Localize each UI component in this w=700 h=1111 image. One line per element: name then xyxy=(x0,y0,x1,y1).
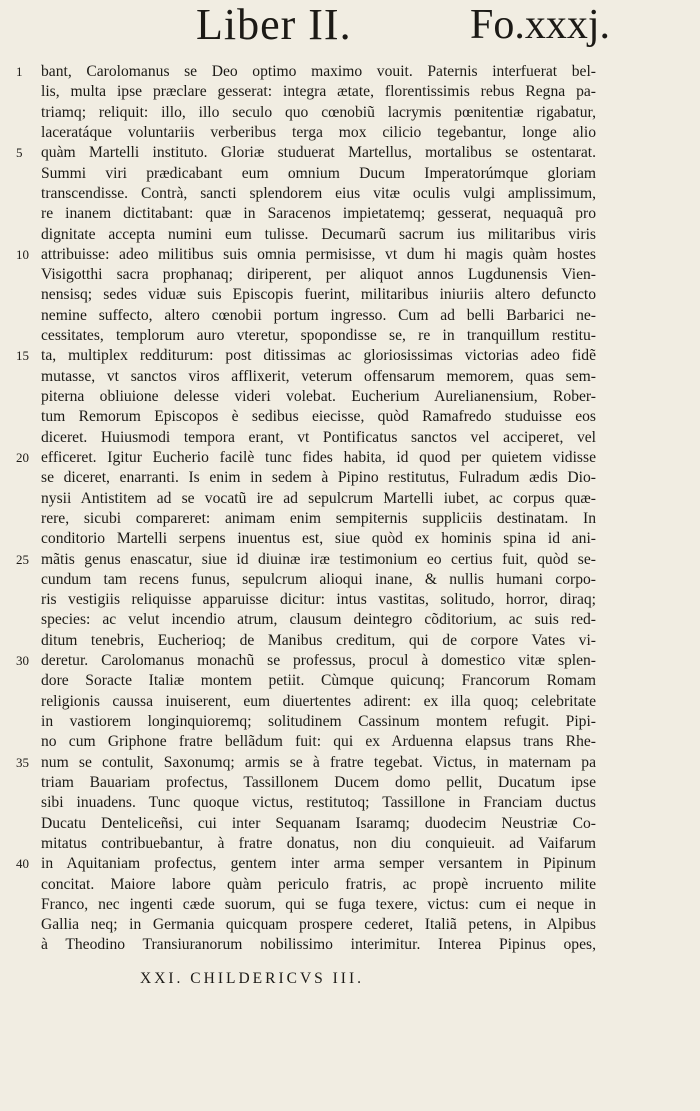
text-line xyxy=(41,529,601,549)
text-line xyxy=(41,590,601,610)
line-text: mutasse, vt sanctos viros afflixerit, veterum offensarum memorem, quas sem- xyxy=(41,367,596,385)
line-text: bant, Carolomanus se Deo optimo maximo vouit. Paternis interfuerat bel- xyxy=(41,63,596,80)
text-line xyxy=(16,346,601,366)
line-text: à Theodino Transiuranorum nobilissimo interimitur. Interea Pipinus opes, xyxy=(41,936,596,954)
text-line xyxy=(41,285,601,305)
text-line xyxy=(16,448,601,468)
line-text: conditorio Martelli serpens inuentus est, siue quòd ex hominis spina id ani- xyxy=(41,530,596,548)
text-line xyxy=(41,387,601,407)
line-text: mitatus contribuebantur, à fratre donatus, non diu conquieuit. ad Vaifarum xyxy=(41,834,596,852)
line-text: num se contulit, Saxonumq; armis se à fratre tegebat. Victus, in maternam pa xyxy=(41,753,596,771)
text-line xyxy=(41,123,601,143)
line-text: laceratáque voluntariis verberibus terga mox cilicio tegebantur, longe alio xyxy=(41,123,596,141)
text-line xyxy=(41,468,601,488)
text-line xyxy=(41,82,601,102)
text-line xyxy=(41,164,601,184)
text-line xyxy=(41,225,601,245)
line-text: triamq; reliquit: illo, illo seculo quo cœnobiũ lacrymis pœnitentiæ rigabatur, xyxy=(41,103,596,121)
line-text: re inanem dictitabant: quæ in Saracenos impietatemq; gesserat, nequaquã pro xyxy=(41,205,596,223)
body-text xyxy=(16,62,601,956)
text-line xyxy=(41,610,601,630)
line-text: Ducatu Denteliceñsi, cui inter Sequanam Isaramq; duodecim Neustriæ Co- xyxy=(41,814,596,832)
text-line xyxy=(41,875,601,895)
line-text: ditum tenebris, Eucherioq; de Manibus creditum, qui de corpore Vates vi- xyxy=(41,631,596,649)
text-line xyxy=(41,814,601,834)
line-text: nensisq; sedes viduæ suis Episcopis fuerint, militaribus iniuriis altero defuncto xyxy=(41,286,596,304)
margin-line-number: 15 xyxy=(16,348,29,364)
line-text: in vastiorem longinquioremq; solitudinem Cassinum montem refugit. Pipi- xyxy=(41,713,596,730)
line-text: tum Remorum Episcopos è sedibus eiecisse, quòd Ramafredo studuisse eos xyxy=(41,408,596,426)
text-line xyxy=(41,265,601,285)
text-line xyxy=(41,915,601,935)
margin-line-number: 25 xyxy=(16,551,29,567)
text-line xyxy=(41,103,601,123)
line-text: Franco, nec ingenti cæde suorum, qui se fuga texere, victus: cum ei neque in xyxy=(41,895,596,913)
catchword: XXI. CHILDERICVS III. xyxy=(140,970,365,987)
margin-line-number: 1 xyxy=(16,64,23,79)
line-text: cundum tam recens funus, sepulcrum alioqui inane, & nullis humani corpo- xyxy=(41,570,596,588)
text-line xyxy=(41,631,601,651)
line-text: ta, multiplex redditurum: post ditissimas ac gloriosissimas victorias adeo fidẽ xyxy=(41,347,596,365)
line-text: se diceret, enarranti. Is enim in sedem à Pipino restitutus, Fulradum ædis Dio- xyxy=(41,469,596,487)
text-line xyxy=(41,692,601,712)
line-text: quàm Martelli instituto. Gloriæ studuerat Martellus, mortalibus se ostentarat. xyxy=(41,144,596,162)
text-line xyxy=(16,651,601,671)
margin-line-number: 30 xyxy=(16,653,29,669)
line-text: nemine suffecto, altero cœnobii portum ingresso. Cum ad belli Barbarici ne- xyxy=(41,306,596,324)
line-text: dignitate accepta numini eum tulisse. Decumarũ sacrum ius militaribus viris xyxy=(41,225,596,243)
line-text: species: ac velut incendio atrum, clausum deintegro cõditorium, ac suis red- xyxy=(41,611,596,629)
line-text: attribuisse: adeo militibus suis omnia permisisse, vt dum hi magis quàm hostes xyxy=(41,245,596,263)
line-text: piterna obliuione delesse videri volebat. Eucherium Aurelianensium, Rober- xyxy=(41,388,596,405)
text-line xyxy=(16,854,601,874)
text-line xyxy=(41,712,601,732)
line-text: efficeret. Igitur Eucherio facilè tunc fides habita, id quod per quietem vidisse xyxy=(41,448,596,466)
margin-line-number: 20 xyxy=(16,449,29,465)
text-line xyxy=(41,509,601,529)
line-text: no cum Griphone fratre bellãdum fuit: qui ex Arduenna elapsus trans Rhe- xyxy=(41,733,596,751)
line-text: nysii Antistitem ad se vocatũ ire ad sepulcrum Martelli iubet, ac corpus quæ- xyxy=(41,489,596,507)
line-text: in Aquitaniam profectus, gentem inter arma semper versantem in Pipinum xyxy=(41,855,596,873)
text-line xyxy=(16,245,601,265)
text-line xyxy=(41,834,601,854)
text-line xyxy=(41,489,601,509)
text-line xyxy=(41,204,601,224)
line-text: deretur. Carolomanus monachũ se professus, procul à domestico vitæ splen- xyxy=(41,652,596,670)
text-line xyxy=(41,367,601,387)
line-text: diceret. Huiusmodi tempora erant, vt Pontificatus sanctos vel acciperet, vel xyxy=(41,428,596,446)
line-text: ris vestigiis reliquisse apparuisse dicitur: intus vastitas, solitudo, horror, diraq; xyxy=(41,591,596,609)
text-line xyxy=(16,143,601,163)
line-text: religionis caussa inuiserent, eum diuertentes adirent: ex illa quoq; celebritate xyxy=(41,692,596,710)
folio-number: Fo.xxxj. xyxy=(470,2,611,48)
text-line xyxy=(41,326,601,346)
page-header xyxy=(0,0,700,58)
text-line xyxy=(41,671,601,691)
text-line xyxy=(41,306,601,326)
line-text: Visigotthi sacra prophanaq; diriperent, per aliquot annos Lugdunensis Vien- xyxy=(41,266,596,284)
line-text: concitat. Maiore labore quàm periculo fratris, ac propè incruento milite xyxy=(41,875,596,893)
text-line xyxy=(41,570,601,590)
text-line xyxy=(41,184,601,204)
text-line xyxy=(16,550,601,570)
line-text: Summi viri prædicabant eum omnium Ducum Imperatorúmque gloriam xyxy=(41,164,596,182)
text-line xyxy=(41,935,601,955)
text-line xyxy=(16,62,601,82)
line-text: transcendisse. Contrà, sancti splendorem eius vitæ oculis vulgi amplissimum, xyxy=(41,184,596,202)
margin-line-number: 5 xyxy=(16,145,23,161)
margin-line-number: 35 xyxy=(16,754,29,770)
line-text: triam Bauariam profectus, Tassillonem Ducem domo pellit, Ducatum ipse xyxy=(41,773,596,791)
line-text: dore Soracte Italiæ montem petiit. Cùmque quicunq; Francorum Romam xyxy=(41,672,596,690)
text-line xyxy=(41,732,601,752)
text-line xyxy=(41,773,601,793)
line-text: Gallia neq; in Germania quicquam prospere cederet, Italiã petens, in Alpibus xyxy=(41,916,596,934)
line-text: cessitates, templorum auro vteretur, spopondisse se, re in tranquillum restitu- xyxy=(41,327,596,345)
line-text: lis, multa ipse præclare gesserat: integra ætate, florentissimis rebus Regna pa- xyxy=(41,83,596,101)
line-text: mãtis genus enascatur, siue id diuinæ iræ testimonium eo certius fuit, quòd se- xyxy=(41,550,596,568)
running-title: Liber II. xyxy=(196,0,352,49)
text-line xyxy=(41,793,601,813)
text-line xyxy=(16,753,601,773)
text-line xyxy=(41,407,601,427)
line-text: sibi inuadens. Tunc quoque victus, restitutoq; Tassillone in Franciam ductus xyxy=(41,794,596,812)
margin-line-number: 10 xyxy=(16,246,29,262)
line-text: rere, sicubi compareret: animam enim sempiternis suppliciis destinatam. In xyxy=(41,509,596,527)
text-line xyxy=(41,895,601,915)
margin-line-number: 40 xyxy=(16,856,29,872)
text-line xyxy=(41,428,601,448)
